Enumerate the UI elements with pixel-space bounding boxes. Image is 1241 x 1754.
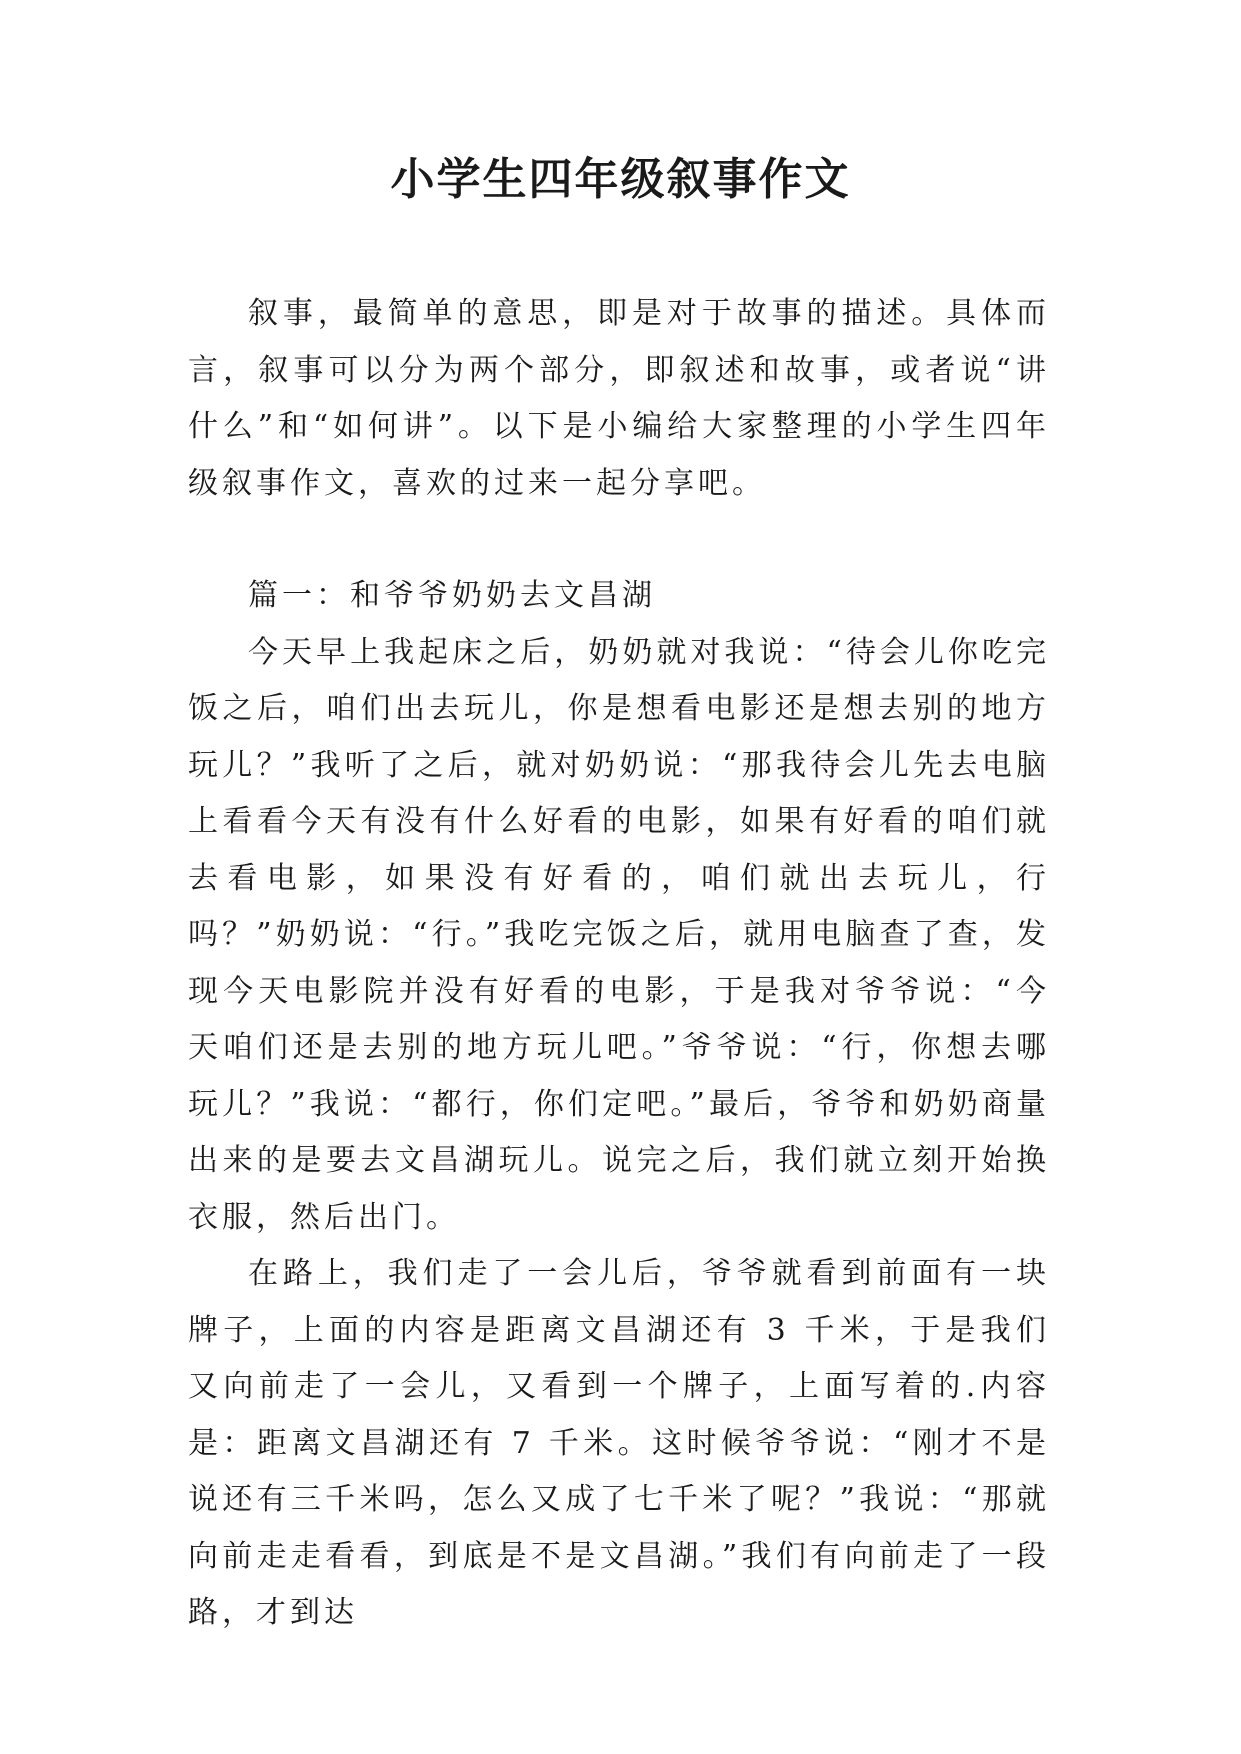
body-paragraph-1: 今天早上我起床之后，奶奶就对我说：“待会儿你吃完饭之后，咱们出去玩儿，你是想看电影还是想去别的地方玩儿？”我听了之后，就对奶奶说：“那我待会儿先去电脑上看看今天有没有什么好看的电影，如果有好看的咱们就去看电影，如果没有好看的，咱们就出去玩儿，行吗？”奶奶说：“行。”我吃完饭之后，就用电脑查了查，发现今天电影院并没有好看的电影，于是我对爷爷说：“今天咱们还是去别的地方玩儿吧。”爷爷说：“行，你想去哪玩儿？”我说：“都行，你们定吧。”最后，爷爷和奶奶商量出来的是要去文昌湖玩儿。说完之后，我们就立刻开始换衣服，然后出门。 <box>188 634 1050 1235</box>
page-title: 小学生四年级叙事作文 <box>390 154 851 205</box>
paragraph-spacer <box>188 512 1050 568</box>
article-body <box>188 286 1050 1642</box>
intro-paragraph: 叙事，最简单的意思，即是对于故事的描述。具体而言，叙事可以分为两个部分，即叙述和故事，或者说“讲什么”和“如何讲”。以下是小编给大家整理的小学生四年级叙事作文，喜欢的过来一起分享吧。 <box>188 296 1050 501</box>
section-heading: 篇一：和爷爷奶奶去文昌湖 <box>248 578 656 613</box>
body-paragraph-2: 在路上，我们走了一会儿后，爷爷就看到前面有一块牌子，上面的内容是距离文昌湖还有 3 千米，于是我们又向前走了一会儿，又看到一个牌子，上面写着的.内容是：距离文昌湖还有 7 千米。这时候爷爷说：“刚才不是说还有三千米吗，怎么又成了七千米了呢？”我说：“那就向前走走看看，到底是不是文昌湖。”我们有向前走了一段路，才到达 <box>188 1256 1050 1630</box>
